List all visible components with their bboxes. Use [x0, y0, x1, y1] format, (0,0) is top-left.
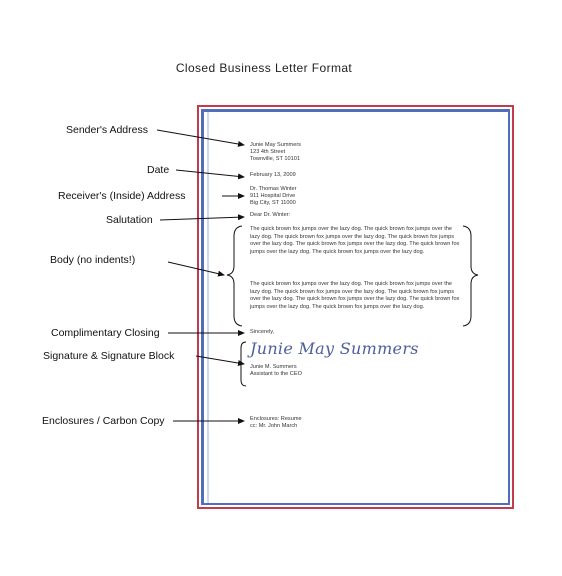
receiver-line: Big City, ST 11000	[250, 200, 296, 207]
label-date: Date	[147, 164, 170, 176]
arrow-senders-address	[157, 130, 244, 145]
handwritten-signature: Junie May Summers	[250, 339, 419, 358]
arrow-date	[176, 170, 244, 177]
body-paragraph-2: The quick brown fox jumps over the lazy dog. The quick brown fox jumps over the lazy dog. The quick brown fox jumps over the lazy dog. The quick brown fox jumps over the lazy dog. The quick brown fox jumps over the lazy dog. The quick brown fox jumps over the lazy dog. The quick brown fox jumps over the lazy dog.	[250, 281, 460, 310]
signer-title: Assistant to the CEO	[250, 371, 302, 378]
sender-line: 123 4th Street	[250, 149, 286, 156]
page-title: Closed Business Letter Format	[175, 61, 353, 75]
body-paragraph-1: The quick brown fox jumps over the lazy dog. The quick brown fox jumps over the lazy dog. The quick brown fox jumps over the lazy dog. The quick brown fox jumps over the lazy dog. The quick brown fox jumps over the lazy dog. The quick brown fox jumps over the lazy dog. The quick brown fox jumps over the lazy dog.	[250, 226, 460, 255]
receiver-line: Dr. Thomas Winter	[250, 186, 297, 192]
sender-line: Junie May Summers	[250, 142, 301, 148]
label-enclosures: Enclosures / Carbon Copy	[42, 415, 165, 427]
label-senders-address: Sender's Address	[66, 124, 148, 136]
label-salutation: Salutation	[106, 214, 153, 226]
sender-line: Townville, ST 10101	[250, 156, 300, 163]
arrow-signature-block	[196, 356, 244, 364]
letter-date: February 13, 2009	[250, 172, 296, 178]
letter-salutation: Dear Dr. Winter:	[250, 212, 291, 218]
label-complimentary-closing: Complimentary Closing	[51, 327, 160, 339]
label-receivers-address: Receiver's (Inside) Address	[58, 190, 186, 202]
complimentary-closing: Sincerely,	[250, 329, 275, 335]
body-brace-left	[227, 226, 242, 326]
signer-name: Junie M. Summers	[250, 364, 297, 370]
body-brace-right	[463, 226, 478, 326]
enclosures-line: Enclosures: Resume	[250, 416, 302, 422]
label-signature-block: Signature & Signature Block	[43, 350, 175, 362]
arrow-salutation	[160, 217, 244, 220]
carbon-copy-line: cc: Mr. John March	[250, 423, 298, 430]
arrow-body	[168, 262, 224, 275]
receiver-line: 911 Hospital Drive	[250, 193, 296, 200]
label-body: Body (no indents!)	[50, 254, 136, 266]
